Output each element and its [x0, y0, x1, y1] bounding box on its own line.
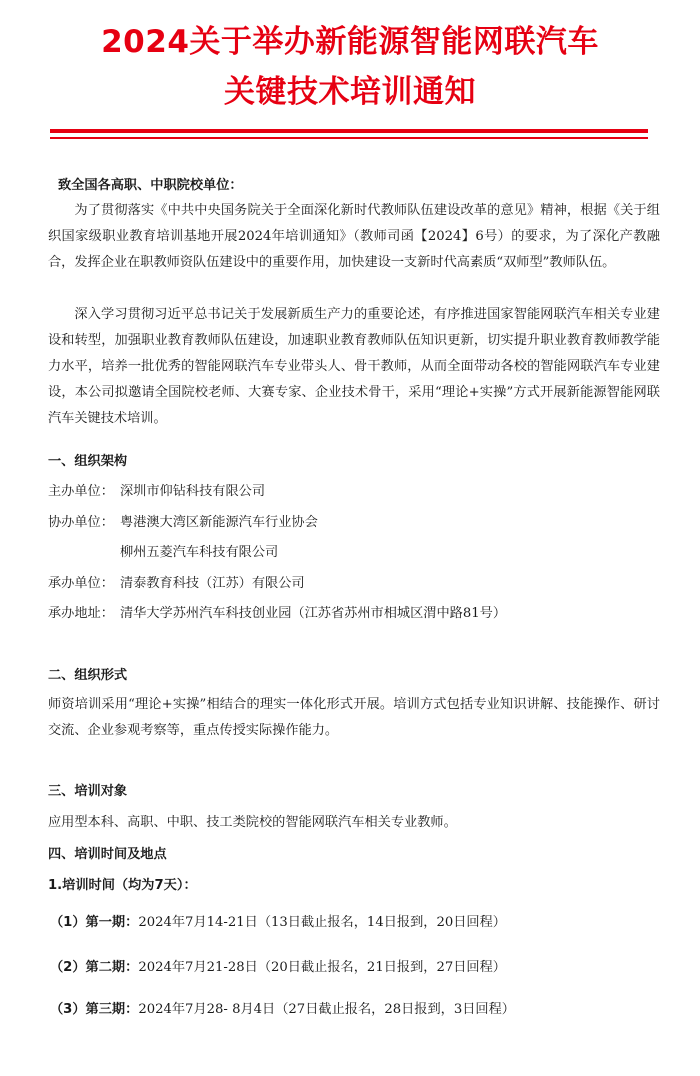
period-label: （1）第一期：	[50, 915, 139, 930]
organizer-value: 清泰教育科技（江苏）有限公司	[120, 576, 305, 591]
section4-heading: 四、培训时间及地点	[48, 847, 167, 862]
title-divider-thin	[50, 137, 648, 139]
title-divider-thick	[50, 129, 648, 133]
period-row	[50, 913, 660, 933]
section2-heading: 二、组织形式	[48, 668, 128, 683]
page-title-line2: 关键技术培训通知	[224, 74, 476, 110]
host-value: 深圳市仰钻科技有限公司	[120, 484, 266, 499]
section1-heading: 一、组织架构	[48, 454, 128, 469]
co-host-value-1: 粤港澳大湾区新能源汽车行业协会	[120, 515, 318, 530]
organizer-label: 承办单位：	[48, 576, 114, 591]
page-title-line1: 2024关于举办新能源智能网联汽车	[101, 24, 599, 60]
period-row	[50, 958, 660, 978]
intro-paragraph-2: 深入学习贯彻习近平总书记关于发展新质生产力的重要论述，有序推进国家智能网联汽车相关专业建设和转型，加强职业教育教师队伍建设，加速职业教育教师队伍知识更新，切实提升职业教育教师教学能力水平，培养一批优秀的智能网联汽车专业带头人、骨干教师，从而全面带动各校的智能网联汽车专业建设，本公司拟邀请全国院校老师、大赛专家、企业技术骨干，采用“理论+实操”方式开展新能源智能网联汽车关键技术培训。	[48, 307, 660, 426]
co-host-row	[48, 513, 658, 533]
co-host-value-2: 柳州五菱汽车科技有限公司	[120, 545, 279, 560]
period-row	[50, 1000, 660, 1020]
section3-heading: 三、培训对象	[48, 784, 128, 799]
salutation: 致全国各高职、中职院校单位：	[58, 178, 243, 193]
host-label: 主办单位：	[48, 484, 114, 499]
period-label: （2）第二期：	[50, 960, 139, 975]
co-host-label: 协办单位：	[48, 515, 114, 530]
intro-paragraph-1: 为了贯彻落实《中共中央国务院关于全面深化新时代教师队伍建设改革的意见》精神，根据《关于组织国家级职业教育培训基地开展2024年培训通知》（教师司函【2024】6号）的要求，为了深化产教融合，发挥企业在职教师资队伍建设中的重要作用，加快建设一支新时代高素质“双师型”教师队伍。	[48, 203, 660, 270]
section3-text: 应用型本科、高职、中职、技工类院校的智能网联汽车相关专业教师。	[48, 815, 457, 830]
host-row	[48, 482, 658, 502]
period-detail: 2024年7月21-28日（20日截止报名，21日报到，27日回程）	[138, 960, 506, 975]
period-detail: 2024年7月14-21日（13日截止报名，14日报到，20日回程）	[138, 915, 506, 930]
organizer-row	[48, 574, 658, 594]
period-detail: 2024年7月28- 8月4日（27日截止报名，28日报到，3日回程）	[138, 1002, 515, 1017]
section2-text: 师资培训采用“理论+实操”相结合的理实一体化形式开展。培训方式包括专业知识讲解、技能操作、研讨交流、企业参观考察等，重点传授实际操作能力。	[48, 697, 660, 738]
address-value: 清华大学苏州汽车科技创业园（江苏省苏州市相城区渭中路81号）	[120, 606, 507, 621]
address-label: 承办地址：	[48, 606, 114, 621]
period-label: （3）第三期：	[50, 1002, 139, 1017]
training-time-subheading: 1.培训时间（均为7天）：	[48, 878, 197, 893]
address-row	[48, 604, 658, 624]
